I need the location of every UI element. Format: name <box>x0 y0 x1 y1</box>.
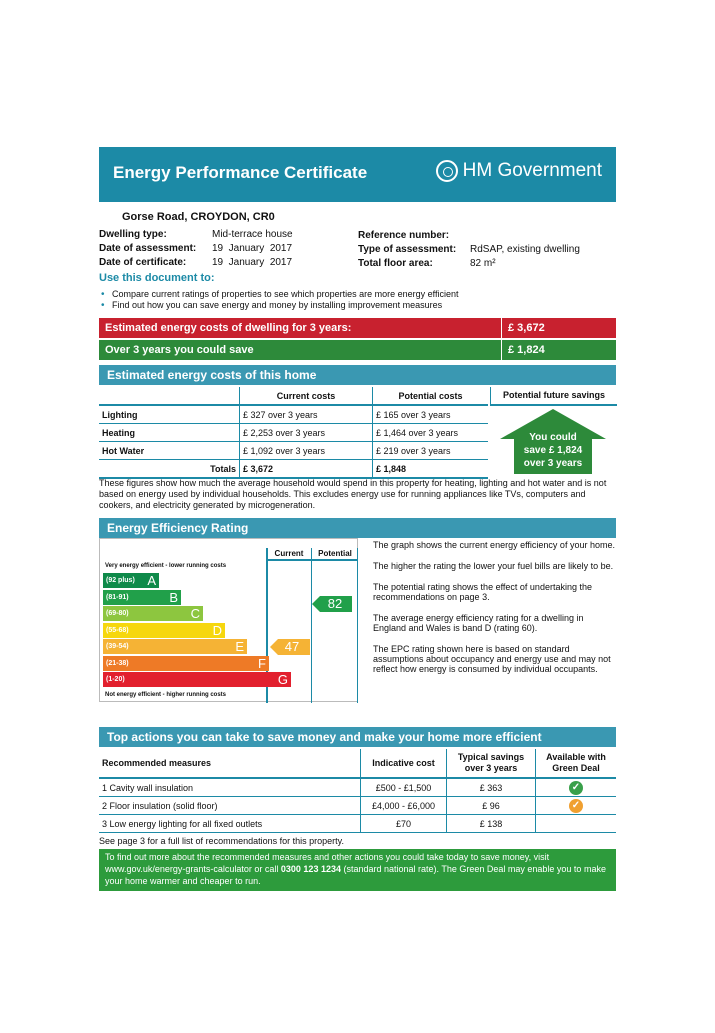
column-header <box>99 387 240 405</box>
costs-table <box>99 387 488 479</box>
floor-area-label: Total floor area: <box>358 258 433 269</box>
indicative-cost: £4,000 - £6,000 <box>361 797 447 815</box>
savings-arrow-text <box>514 431 592 470</box>
table-row <box>99 442 488 460</box>
see-page-note: See page 3 for a full list of recommendations for this property. <box>99 836 344 846</box>
typical-saving: £ 96 <box>447 797 536 815</box>
typical-saving: £ 138 <box>447 815 536 833</box>
column-header: Available with Green Deal <box>536 749 617 778</box>
table-header-row <box>99 387 488 405</box>
current-cost: £ 327 over 3 years <box>240 405 373 424</box>
band-letter: D <box>212 622 222 638</box>
measure-name: 3 Low energy lighting for all fixed outlets <box>99 815 361 833</box>
use-document-heading: Use this document to: <box>99 272 215 284</box>
band-range: (1-20) <box>106 676 125 683</box>
band-letter: E <box>235 639 244 654</box>
band-letter: C <box>190 606 200 621</box>
recommendations-table <box>99 749 616 833</box>
row-label: Lighting <box>99 405 240 424</box>
property-address: Gorse Road, CROYDON, CR0 <box>122 211 275 223</box>
arrow-line: over 3 years <box>523 458 583 469</box>
column-header: Current costs <box>240 387 373 405</box>
indicative-cost: £500 - £1,500 <box>361 778 447 797</box>
column-header: Recommended measures <box>99 749 361 778</box>
dwelling-type-value: Mid-terrace house <box>212 229 293 240</box>
footer-phone: 0300 123 1234 <box>280 864 341 874</box>
indicative-cost: £70 <box>361 815 447 833</box>
band-range: (21-38) <box>106 659 129 667</box>
band-letter: B <box>169 589 178 605</box>
footer-text-end: (standard national rate). The Green Deal may enable you to make your home warmer and cheaper to run. <box>105 864 606 886</box>
footer-text: To find out more about the recommended measures and other actions you could take today to save money, visit www.gov.uk/energy-grants-calculator or call <box>105 852 550 874</box>
rating-paragraph: The graph shows the current energy efficiency of your home. <box>373 540 615 550</box>
royal-crest-icon <box>436 160 458 182</box>
use-bullet: • Find out how you can save energy and money by installing improvement measures <box>114 300 442 311</box>
use-bullet: • Compare current ratings of properties to see which properties are more energy efficient <box>114 289 459 300</box>
column-header: Potential costs <box>373 387 489 405</box>
rating-band-e <box>103 639 247 654</box>
estimated-costs-bar: Estimated energy costs of dwelling for 3 years: <box>99 318 501 338</box>
hm-government-logo <box>436 160 602 182</box>
estimated-costs-value: £ 3,672 <box>502 318 616 338</box>
potential-rating-value: 82 <box>327 596 343 611</box>
dwelling-type-label: Dwelling type: <box>99 229 167 240</box>
potential-cost: £ 1,464 over 3 years <box>373 424 489 442</box>
band-range: (92 plus) <box>106 577 135 584</box>
table-header-row <box>99 749 616 778</box>
assessment-type-value: RdSAP, existing dwelling <box>470 244 580 255</box>
table-row <box>99 778 616 797</box>
typical-saving: £ 363 <box>447 778 536 797</box>
column-header: Indicative cost <box>361 749 447 778</box>
total-current: £ 3,672 <box>240 460 373 479</box>
reference-label: Reference number: <box>358 230 450 241</box>
top-scale-label: Very energy efficient - lower running costs <box>105 563 227 569</box>
arrow-line: You could <box>529 432 577 443</box>
assessment-type-label: Type of assessment: <box>358 244 457 255</box>
band-range: (69-80) <box>106 610 129 617</box>
rating-paragraph: The average energy efficiency rating for a dwelling in England and Wales is band D (rating 60). <box>373 613 584 633</box>
arrow-line: save £ 1,824 <box>523 445 583 456</box>
rating-paragraph: The EPC rating shown here is based on standard assumptions about occupancy and energy use and may not reflect how energy is consumed by individual occupants. <box>373 644 611 674</box>
rating-band-f <box>103 656 269 671</box>
current-cost: £ 2,253 over 3 years <box>240 424 373 442</box>
row-label: Hot Water <box>99 442 240 460</box>
rating-band-b <box>103 590 181 605</box>
green-deal-cell <box>536 778 617 797</box>
costs-note: These figures show how much the average household would spend in this property for heating, lighting and hot water and is not based on energy used by individual households. This excludes energy use for running appliances like TVs, computers and cookers, and electricity generated by microgeneration. <box>99 478 607 510</box>
page-title: Energy Performance Certificate <box>113 163 368 182</box>
potential-cost: £ 219 over 3 years <box>373 442 489 460</box>
band-letter: F <box>258 655 266 671</box>
table-row <box>99 815 616 833</box>
column-header: Typical savings over 3 years <box>447 749 536 778</box>
rating-band-d <box>103 623 225 638</box>
footer-banner <box>99 849 616 891</box>
current-rating-value: 47 <box>284 639 300 654</box>
measure-name: 1 Cavity wall insulation <box>99 778 361 797</box>
measure-name: 2 Floor insulation (solid floor) <box>99 797 361 815</box>
future-savings-header: Potential future savings <box>490 387 617 406</box>
green-deal-cell <box>536 815 617 833</box>
rating-band-g <box>103 672 291 687</box>
table-row <box>99 797 616 815</box>
assessment-date-value: 19 January 2017 <box>212 243 293 254</box>
total-potential: £ 1,848 <box>373 460 489 479</box>
rating-paragraph: The potential rating shows the effect of undertaking the recommendations on page 3. <box>373 582 592 602</box>
certificate-header <box>99 147 616 202</box>
current-cost: £ 1,092 over 3 years <box>240 442 373 460</box>
actions-section-title: Top actions you can take to save money and make your home more efficient <box>99 727 616 747</box>
row-label: Heating <box>99 424 240 442</box>
rating-section-title: Energy Efficiency Rating <box>99 518 616 538</box>
band-letter: G <box>277 672 288 687</box>
certificate-date-value: 19 January 2017 <box>212 257 293 268</box>
band-range: (81-91) <box>106 593 129 601</box>
rating-graph <box>99 538 358 702</box>
current-column-header: Current <box>274 549 304 558</box>
totals-label: Totals <box>99 460 240 479</box>
potential-column-header: Potential <box>318 549 352 558</box>
logo-text: HM Government <box>462 160 602 181</box>
table-row <box>99 405 488 424</box>
assessment-date-label: Date of assessment: <box>99 243 197 254</box>
bottom-scale-label: Not energy efficient - higher running costs <box>105 692 227 698</box>
floor-area-value: 82 m² <box>470 258 496 269</box>
potential-savings-bar: Over 3 years you could save <box>99 340 501 360</box>
potential-cost: £ 165 over 3 years <box>373 405 489 424</box>
band-range: (39-54) <box>106 643 129 650</box>
totals-row <box>99 460 488 479</box>
rating-paragraph: The higher the rating the lower your fuel bills are likely to be. <box>373 561 614 571</box>
rating-band-c <box>103 606 203 621</box>
band-range: (55-68) <box>106 626 129 634</box>
rating-explanation <box>373 540 616 674</box>
certificate-date-label: Date of certificate: <box>99 257 187 268</box>
check-orange-icon: ✓ <box>569 799 583 813</box>
table-row <box>99 424 488 442</box>
band-letter: A <box>147 573 156 588</box>
potential-savings-value: £ 1,824 <box>502 340 616 360</box>
check-green-icon: ✓ <box>569 781 583 795</box>
rating-band-a <box>103 573 159 588</box>
green-deal-cell <box>536 797 617 815</box>
potential-column <box>312 548 358 703</box>
costs-section-title: Estimated energy costs of this home <box>99 365 616 385</box>
